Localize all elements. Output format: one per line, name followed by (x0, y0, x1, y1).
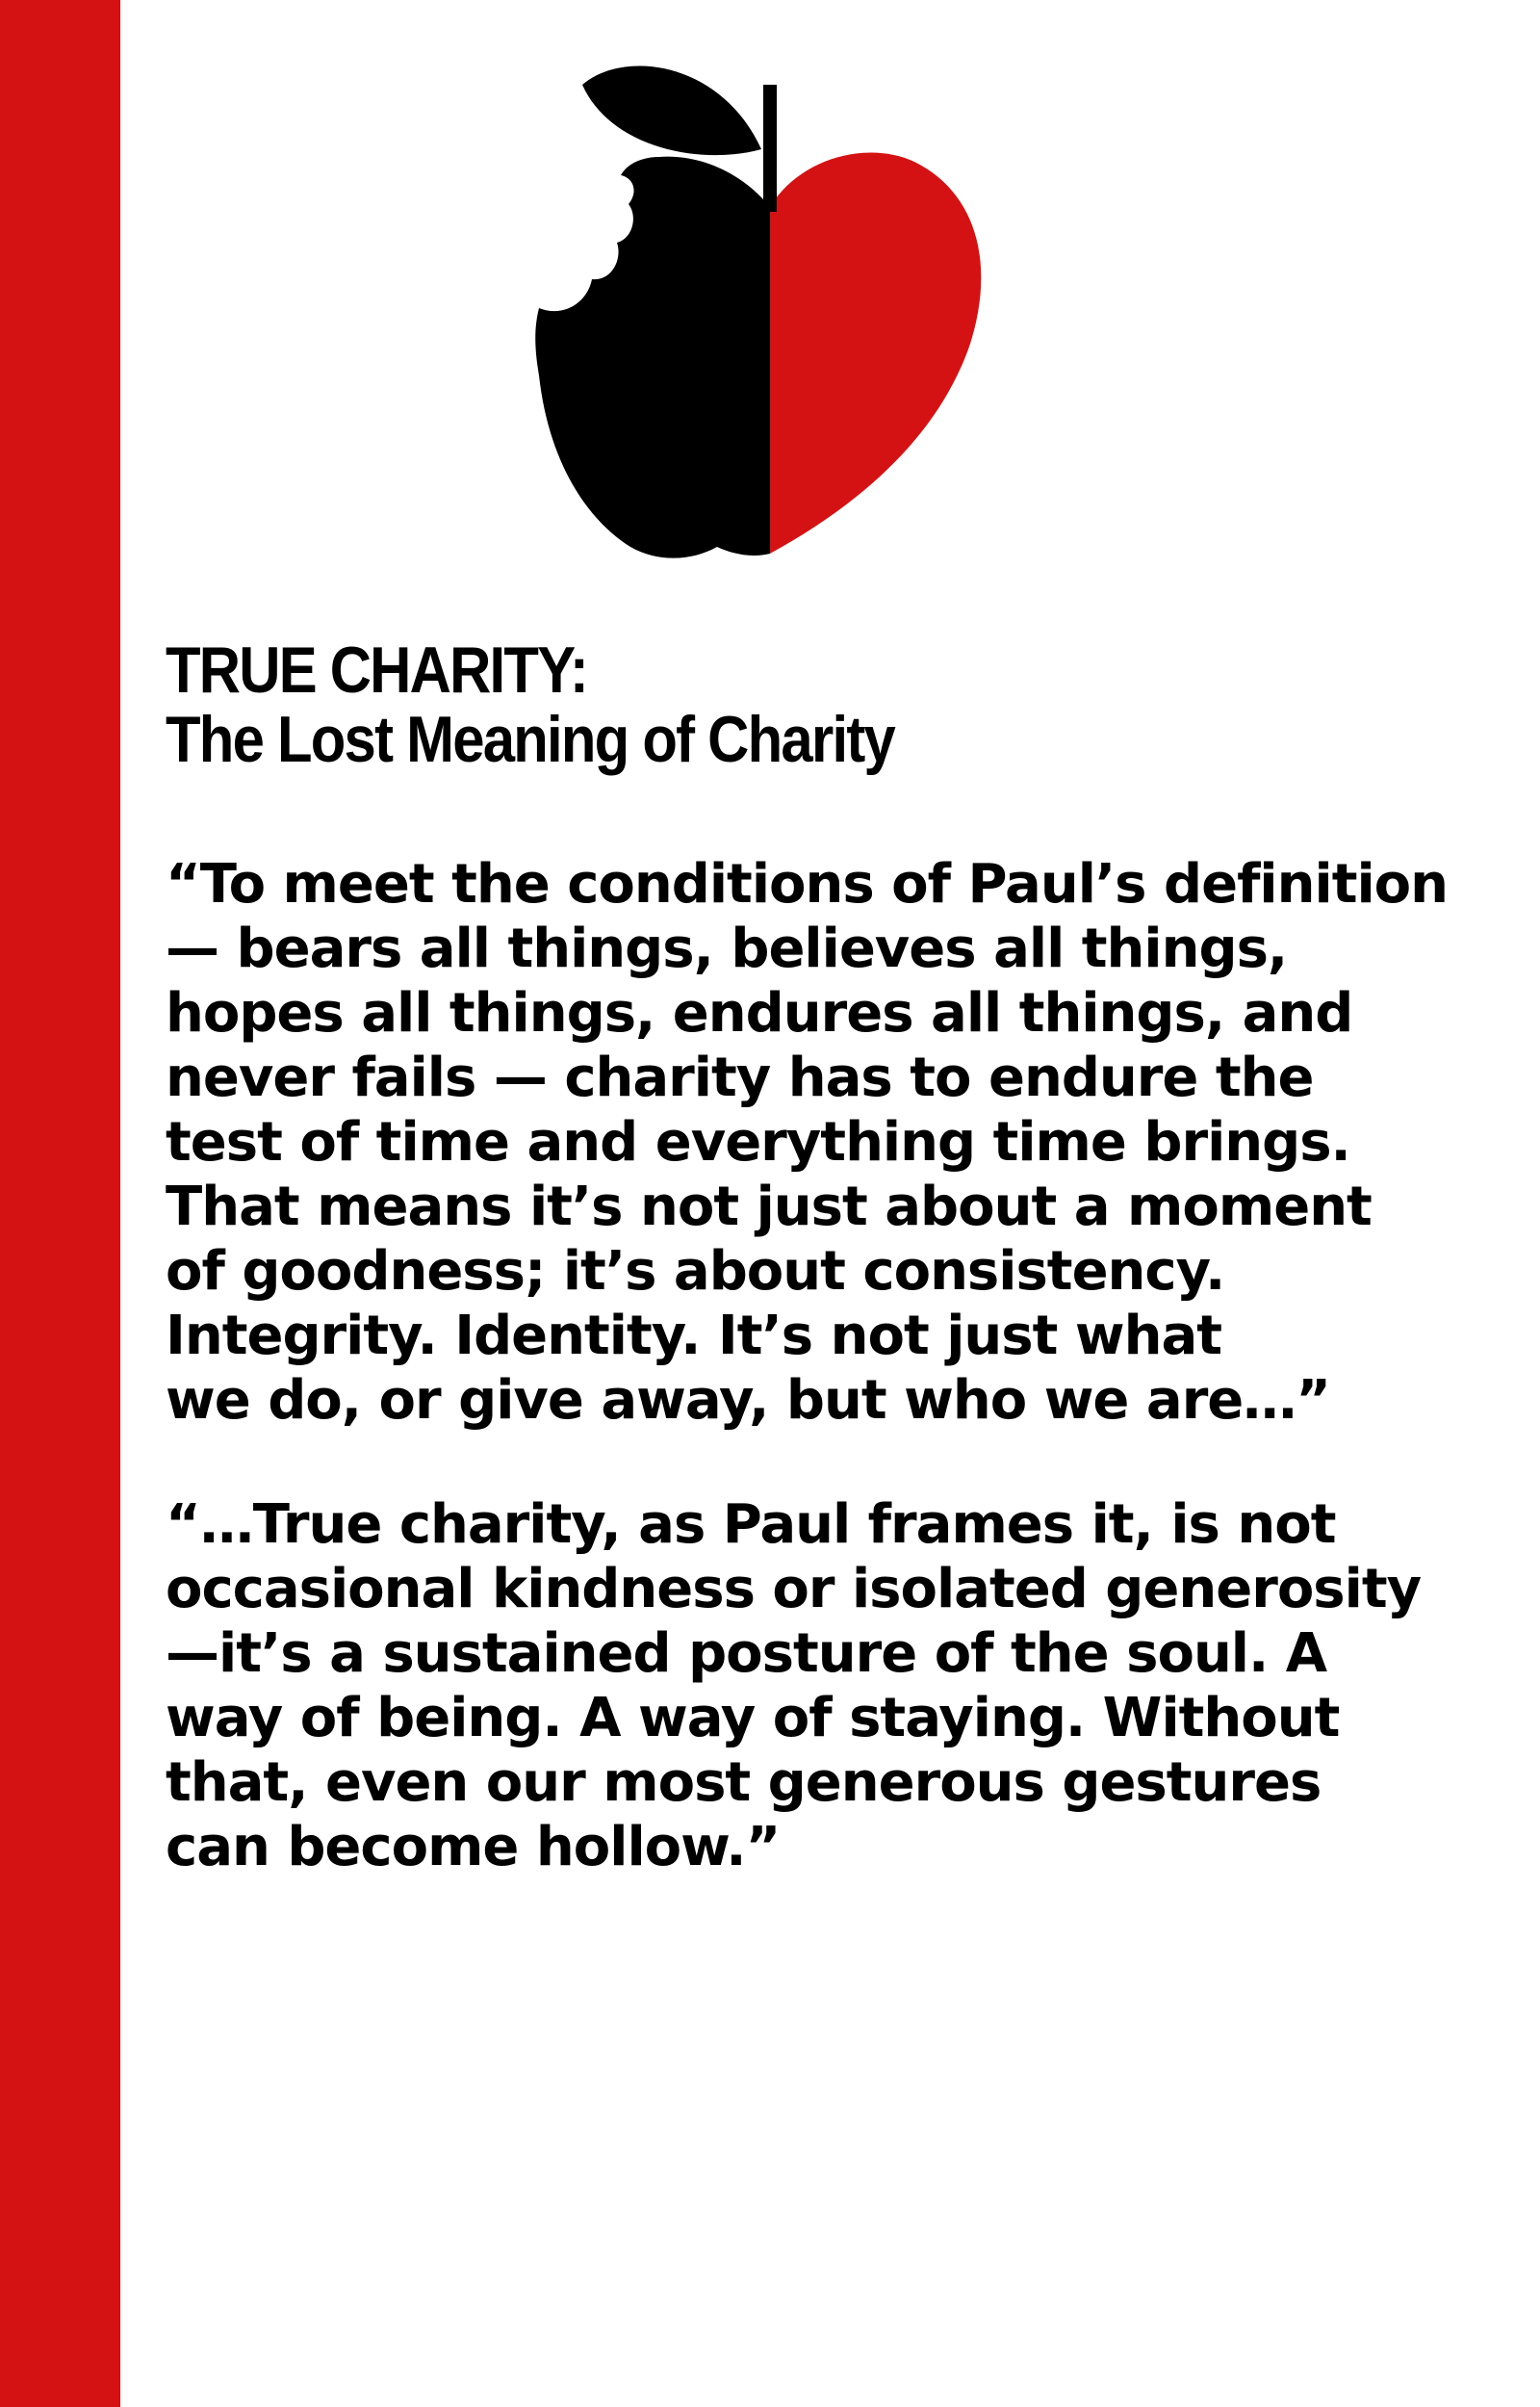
quote-line: never fails — charity has to endure the (166, 1047, 1314, 1109)
quote-line: “To meet the conditions of Paul’s definition (166, 853, 1448, 916)
quote-line: way of being. A way of staying. Without (166, 1687, 1340, 1749)
quote-paragraph-1 (166, 852, 1446, 1433)
leaf-icon (582, 65, 761, 155)
quote-line: of goodness; it’s about consistency. (166, 1240, 1225, 1303)
page-title (166, 635, 1267, 774)
quote-line: Integrity. Identity. It’s not just what (166, 1305, 1222, 1367)
quote-line: test of time and everything time brings. (166, 1111, 1350, 1174)
quote-line: that, even our most generous gestures (166, 1751, 1322, 1814)
quote-line: we do, or give away, but who we are…” (166, 1369, 1331, 1432)
quote-line: That means it’s not just about a moment (166, 1176, 1372, 1238)
quote-line: “…True charity, as Paul frames it, is not (166, 1493, 1336, 1556)
heart-half-icon (770, 153, 981, 554)
quote-line: can become hollow.” (166, 1816, 781, 1878)
quote-line: — bears all things, believes all things, (166, 918, 1288, 980)
apple-half-icon (535, 157, 770, 558)
bitten-apple-heart-icon (534, 58, 996, 568)
stem-icon (763, 85, 777, 212)
side-stripe (0, 0, 120, 2407)
title-line-2: The Lost Meaning of Charity (166, 703, 895, 776)
quote-line: —it’s a sustained posture of the soul. A (166, 1622, 1327, 1685)
title-line-1: TRUE CHARITY: (166, 634, 588, 707)
quote-line: hopes all things, endures all things, and (166, 982, 1353, 1045)
quote-paragraph-2 (166, 1492, 1446, 1879)
quote-line: occasional kindness or isolated generosity (166, 1558, 1422, 1620)
